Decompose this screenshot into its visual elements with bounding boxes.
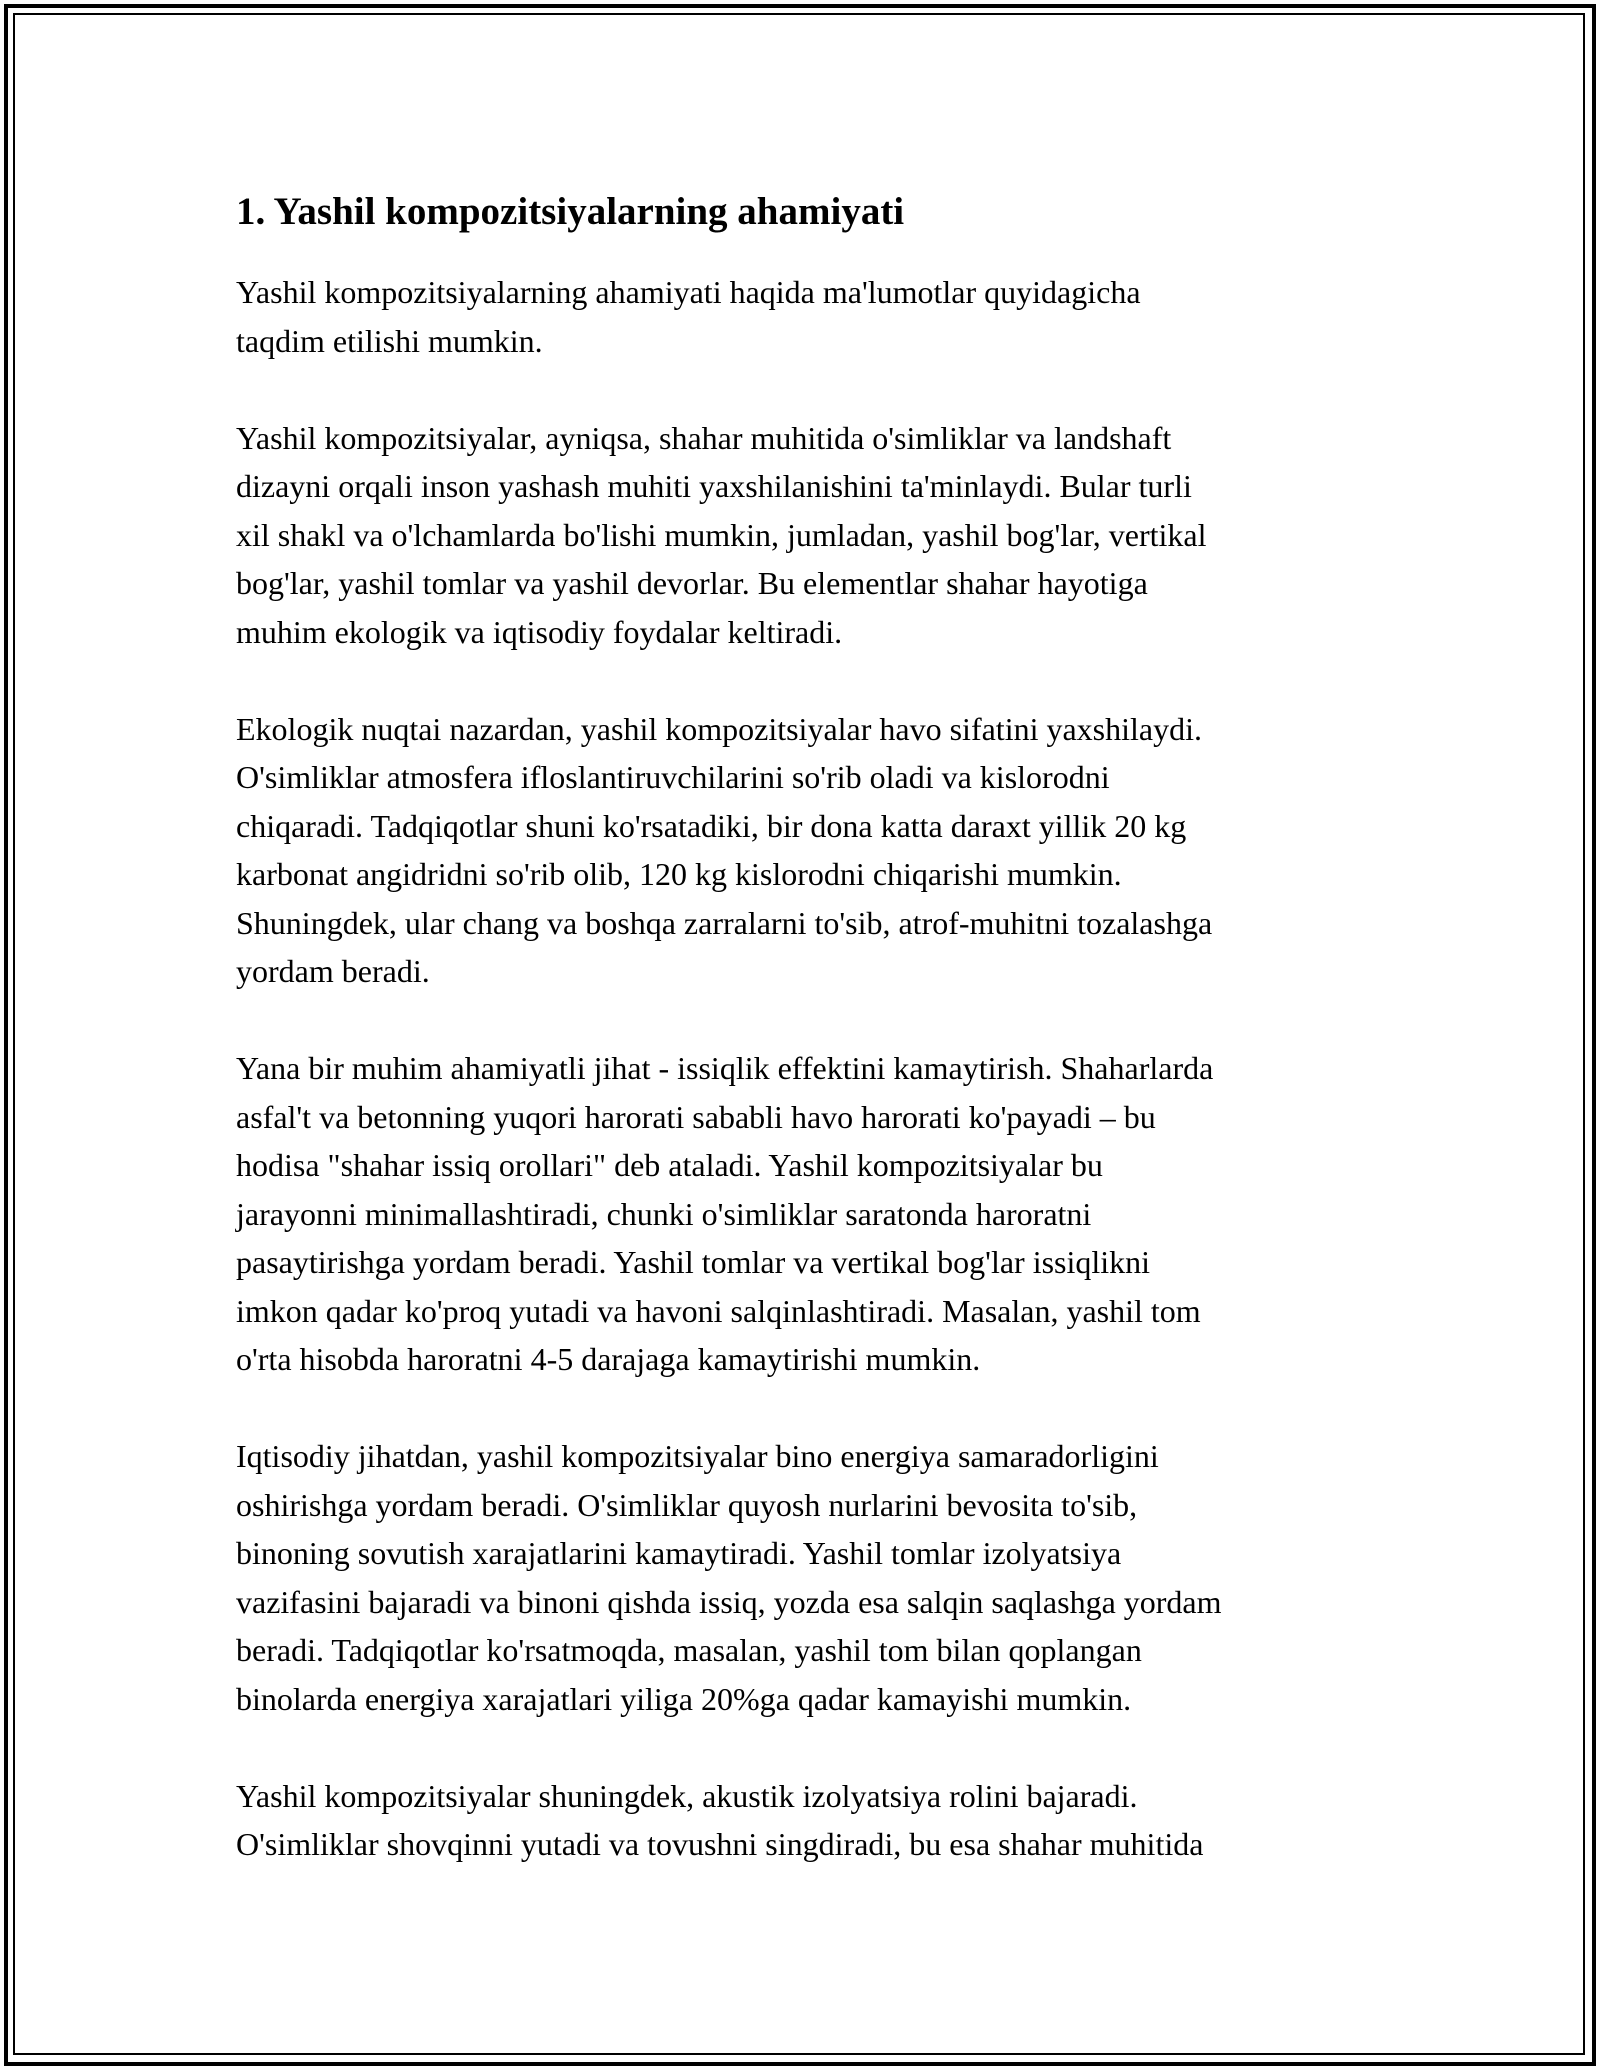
paragraph-line: oshirishga yordam beradi. O'simliklar quyosh nurlarini bevosita to'sib, — [236, 1486, 1138, 1523]
paragraph-line: yordam beradi. — [236, 953, 430, 989]
paragraph-line: Iqtisodiy jihatdan, yashil kompozitsiyalar bino energiya samaradorligini — [236, 1438, 1159, 1474]
paragraph-line: Shuningdek, ular chang va boshqa zarralarni to'sib, atrof-muhitni tozalashga — [236, 904, 1213, 941]
paragraph-line: O'simliklar shovqinni yutadi va tovushni singdiradi, bu esa shahar muhitida — [236, 1826, 1204, 1862]
paragraph-line: taqdim etilishi mumkin. — [236, 322, 543, 359]
paragraph-line: pasaytirishga yordam beradi. Yashil tomlar va vertikal bog'lar issiqlikni — [236, 1244, 1151, 1280]
paragraph-line: Yashil kompozitsiyalarning ahamiyati haqida ma'lumotlar quyidagicha — [236, 274, 1141, 310]
paragraph-line: o'rta hisobda haroratni 4-5 darajaga kamaytirishi mumkin. — [236, 1341, 981, 1377]
paragraph-economic — [236, 1432, 1376, 1723]
paragraph-line: binoning sovutish xarajatlarini kamaytiradi. Yashil tomlar izolyatsiya — [236, 1535, 1122, 1571]
paragraph-line: hodisa "shahar issiq orollari" deb ataladi. Yashil kompozitsiyalar bu — [236, 1147, 1103, 1183]
paragraph-line: karbonat angidridni so'rib olib, 120 kg kislorodni chiqarishi mumkin. — [236, 856, 1122, 892]
paragraph-intro — [236, 268, 1376, 365]
paragraph-line: xil shakl va o'lchamlarda bo'lishi mumkin, jumladan, yashil bog'lar, vertikal — [236, 516, 1207, 553]
document-body — [236, 188, 1376, 1917]
paragraph-ecological — [236, 705, 1376, 996]
page-title: 1. Yashil kompozitsiyalarning ahamiyati — [236, 190, 905, 233]
paragraph-line: jarayonni minimallashtiradi, chunki o'simliklar saratonda haroratni — [236, 1195, 1092, 1232]
paragraph-line: beradi. Tadqiqotlar ko'rsatmoqda, masalan, yashil tom bilan qoplangan — [236, 1632, 1142, 1668]
paragraph-line: Ekologik nuqtai nazardan, yashil kompozitsiyalar havo sifatini yaxshilaydi. — [236, 710, 1202, 747]
paragraph-line: muhim ekologik va iqtisodiy foydalar keltiradi. — [236, 613, 843, 650]
paragraph-line: chiqaradi. Tadqiqotlar shuni ko'rsatadiki, bir dona katta daraxt yillik 20 kg — [236, 807, 1187, 844]
paragraph-line: binolarda energiya xarajatlari yiliga 20%ga qadar kamayishi mumkin. — [236, 1680, 1132, 1717]
paragraph-line: bog'lar, yashil tomlar va yashil devorlar. Bu elementlar shahar hayotiga — [236, 565, 1148, 601]
paragraph-acoustic — [236, 1772, 1376, 1869]
paragraph-line: Yashil kompozitsiyalar shuningdek, akustik izolyatsiya rolini bajaradi. — [236, 1777, 1138, 1814]
paragraph-line: imkon qadar ko'proq yutadi va havoni salqinlashtiradi. Masalan, yashil tom — [236, 1292, 1201, 1329]
paragraph-line: vazifasini bajaradi va binoni qishda issiq, yozda esa salqin saqlashga yordam — [236, 1583, 1222, 1620]
paragraph-line: Yashil kompozitsiyalar, ayniqsa, shahar muhitida o'simliklar va landshaft — [236, 419, 1172, 456]
paragraph-line: dizayni orqali inson yashash muhiti yaxshilanishini ta'minlaydi. Bular turli — [236, 468, 1192, 504]
paragraph-overview — [236, 414, 1376, 657]
paragraph-line: asfal't va betonning yuqori harorati sababli havo harorati ko'payadi – bu — [236, 1098, 1156, 1135]
paragraph-line: Yana bir muhim ahamiyatli jihat - issiqlik effektini kamaytirish. Shaharlarda — [236, 1050, 1214, 1086]
paragraph-heat-effect — [236, 1044, 1376, 1384]
paragraph-line: O'simliklar atmosfera ifloslantiruvchilarini so'rib oladi va kislorodni — [236, 759, 1110, 795]
